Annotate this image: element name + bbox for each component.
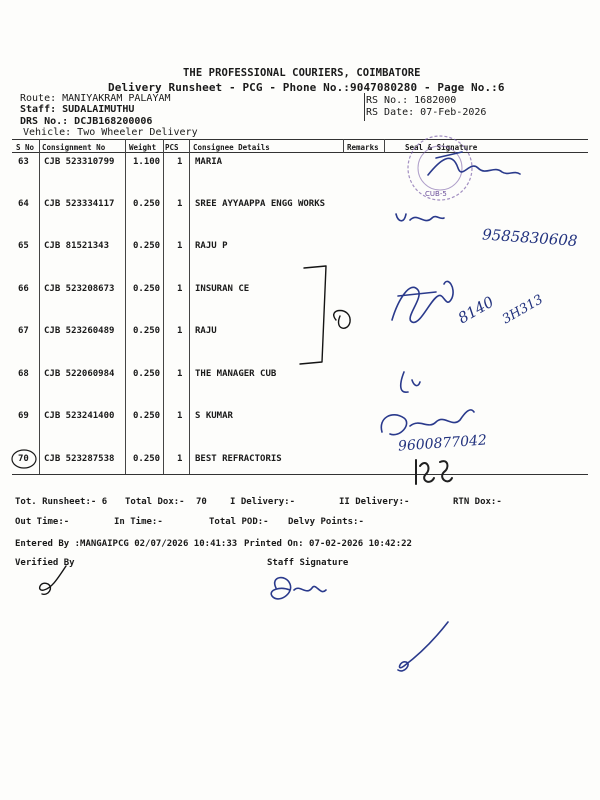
- row-consignment: CJB 523241400: [44, 411, 115, 421]
- row-weight: 1.100: [133, 157, 161, 167]
- signature-row69: [381, 410, 474, 435]
- in-time: In Time:-: [114, 517, 163, 527]
- row-pcs: 1: [177, 157, 183, 167]
- signature-row64: [396, 214, 444, 221]
- col-separator: [125, 139, 126, 474]
- header-divider: [364, 93, 365, 121]
- rs-number: RS No.: 1682000: [366, 95, 457, 106]
- i-delivery: I Delivery:-: [230, 497, 296, 507]
- row-consignee: RAJU P: [195, 241, 228, 251]
- rtn-dox: RTN Dox:-: [453, 497, 502, 507]
- signature-row68: [401, 372, 420, 392]
- row-pcs: 1: [177, 369, 183, 379]
- handwritten-note-1: 8140: [454, 292, 497, 328]
- total-dox-label: Total Dox:-: [125, 497, 185, 507]
- row-consignee: THE MANAGER CUB: [195, 369, 277, 379]
- col-separator: [384, 139, 385, 153]
- total-runsheet: Tot. Runsheet:- 6: [15, 497, 108, 507]
- row-consignee: INSURAN CE: [195, 284, 250, 294]
- staff-signature-label: Staff Signature: [267, 558, 349, 568]
- table-header-rule: [12, 152, 588, 153]
- row-consignee: S KUMAR: [195, 411, 233, 421]
- row-pcs: 1: [177, 284, 183, 294]
- col-weight: Weight: [129, 143, 157, 152]
- row-pcs: 1: [177, 326, 183, 336]
- staff-signature: [271, 578, 326, 599]
- col-separator: [163, 139, 164, 474]
- row-sno: 68: [18, 369, 29, 379]
- col-consignment: Consignment No: [42, 143, 106, 152]
- row-sno: 70: [18, 454, 29, 464]
- row-consignment: CJB 523310799: [44, 157, 115, 167]
- row-consignee: SREE AYYAAPPA ENGG WORKS: [195, 199, 326, 209]
- row-consignment: CJB 523334117: [44, 199, 115, 209]
- col-remarks: Remarks: [347, 143, 379, 152]
- row-sno: 69: [18, 411, 29, 421]
- table-bottom-rule: [12, 474, 588, 475]
- row-sno: 65: [18, 241, 29, 251]
- row-consignment: CJB 523287538: [44, 454, 115, 464]
- row-weight: 0.250: [133, 411, 161, 421]
- col-seal: Seal & Signature: [405, 143, 478, 152]
- printed-on: Printed On: 07-02-2026 10:42:22: [244, 539, 412, 549]
- row-pcs: 1: [177, 241, 183, 251]
- runsheet-title: Delivery Runsheet - PCG - Phone No.:9047080280 - Page No.:6: [108, 81, 505, 94]
- stamp-text: CUB-5: [425, 190, 447, 198]
- row-weight: 0.250: [133, 241, 161, 251]
- row-sno: 64: [18, 199, 29, 209]
- row-consignee: MARIA: [195, 157, 223, 167]
- row-weight: 0.250: [133, 199, 161, 209]
- row-weight: 0.250: [133, 369, 161, 379]
- handwritten-note-2: 3H313: [499, 292, 546, 328]
- row-consignment: CJB 81521343: [44, 241, 110, 251]
- entered-by: Entered By :MANGAIPCG 02/07/2026 10:41:33: [15, 539, 238, 549]
- row-consignee: BEST REFRACTORIS: [195, 454, 282, 464]
- signature-row63: [428, 158, 520, 175]
- staff-label: Staff: SUDALAIMUTHU: [20, 104, 135, 115]
- signature-row66: [392, 281, 453, 322]
- row-pcs: 1: [177, 411, 183, 421]
- row-sno: 63: [18, 157, 29, 167]
- row-weight: 0.250: [133, 284, 161, 294]
- rs-date: RS Date: 07-Feb-2026: [366, 107, 487, 118]
- out-time: Out Time:-: [15, 517, 70, 527]
- row-pcs: 1: [177, 199, 183, 209]
- col-separator: [39, 139, 40, 474]
- route-label: Route: MANIYAKRAM PALAYAM: [20, 93, 171, 104]
- row-consignment: CJB 522060984: [44, 369, 115, 379]
- row-consignment: CJB 523208673: [44, 284, 115, 294]
- row-weight: 0.250: [133, 454, 161, 464]
- row-sno: 67: [18, 326, 29, 336]
- row-pcs: 1: [177, 454, 183, 464]
- col-separator: [343, 139, 344, 153]
- row-consignee: RAJU: [195, 326, 217, 336]
- vehicle-label: Vehicle: Two Wheeler Delivery: [23, 127, 198, 138]
- company-title: THE PROFESSIONAL COURIERS, COIMBATORE: [183, 67, 421, 79]
- signature-row70: [416, 460, 452, 484]
- verified-by-label: Verified By: [15, 558, 75, 568]
- verified-signature: [40, 566, 66, 594]
- handwritten-phone-1: 9585830608: [481, 225, 578, 250]
- handwritten-phone-2: 9600877042: [397, 432, 488, 455]
- col-sno: S No: [16, 143, 35, 152]
- total-pod: Total POD:-: [209, 517, 269, 527]
- row-weight: 0.250: [133, 326, 161, 336]
- bottom-right-mark: [398, 622, 448, 671]
- drs-number: DRS No.: DCJB168200006: [20, 116, 153, 127]
- total-dox-value: 70: [196, 497, 207, 507]
- bracket-mark: [300, 266, 326, 364]
- col-pcs: PCS: [165, 143, 179, 152]
- row-consignment: CJB 523260489: [44, 326, 115, 336]
- col-separator: [189, 139, 190, 474]
- ii-delivery: II Delivery:-: [339, 497, 410, 507]
- col-consignee: Consignee Details: [193, 143, 270, 152]
- table-top-rule: [12, 139, 588, 140]
- row-sno: 66: [18, 284, 29, 294]
- delivery-points: Delvy Points:-: [288, 517, 364, 527]
